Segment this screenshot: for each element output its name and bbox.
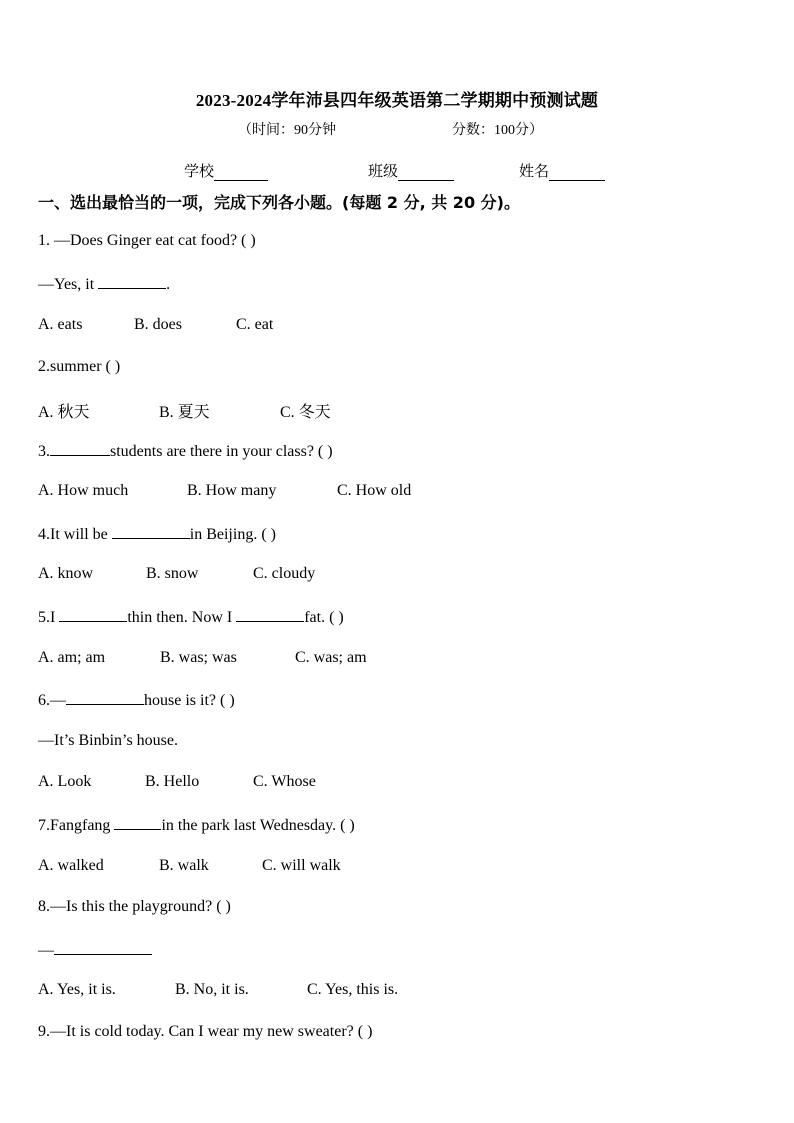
option-c[interactable]: C. eat [236, 316, 274, 333]
question-text-end: fat. ( ) [304, 609, 344, 626]
question-5-prompt [38, 607, 344, 627]
option-b[interactable]: B. How many [187, 482, 277, 499]
answer-blank [54, 940, 152, 955]
question-6-answer: —It’s Binbin’s house. [38, 732, 179, 749]
total-score: 分数：100分） [452, 123, 543, 138]
question-text-mid: thin then. Now I [127, 609, 237, 626]
question-4-options [38, 565, 315, 583]
option-c[interactable]: C. cloudy [253, 565, 316, 582]
question-7-prompt [38, 815, 355, 835]
question-8-answer [38, 940, 152, 960]
name-label: 姓名 [519, 164, 550, 180]
option-a[interactable]: A. walked [38, 857, 104, 874]
option-c[interactable]: C. will walk [262, 857, 341, 874]
question-1-prompt: 1. —Does Ginger eat cat food? ( ) [38, 232, 256, 249]
question-8-prompt: 8.—Is this the playground? ( ) [38, 898, 231, 915]
answer-blank-2 [236, 607, 304, 622]
question-6-options [38, 773, 316, 791]
answer-blank [112, 524, 190, 539]
option-b[interactable]: B. 夏天 [159, 404, 210, 421]
question-text-end: in the park last Wednesday. ( ) [161, 817, 355, 834]
time-limit: （时间：90分钟 [238, 123, 336, 138]
question-1-options [38, 316, 273, 334]
section-heading: 一、选出最恰当的一项，完成下列各小题。(每题 2 分, 共 20 分)。 [38, 193, 520, 212]
name-blank[interactable] [549, 164, 605, 181]
option-b[interactable]: B. walk [159, 857, 209, 874]
option-a[interactable]: A. How much [38, 482, 129, 499]
option-c[interactable]: C. How old [337, 482, 412, 499]
option-b[interactable]: B. does [134, 316, 182, 333]
name-field [519, 160, 605, 181]
question-text-end: in Beijing. ( ) [189, 526, 276, 543]
option-a[interactable]: A. Look [38, 773, 92, 790]
option-c[interactable]: C. Whose [253, 773, 316, 790]
question-text: 4.It will be [38, 526, 112, 543]
option-b[interactable]: B. Hello [145, 773, 200, 790]
question-1-answer [38, 274, 170, 294]
exam-title: 2023-2024学年沛县四年级英语第二学期期中预测试题 [195, 91, 599, 110]
option-b[interactable]: B. was; was [160, 649, 237, 666]
question-4-prompt [38, 524, 276, 544]
question-9-prompt: 9.—It is cold today. Can I wear my new sweater? ( ) [38, 1023, 373, 1040]
question-8-options [38, 981, 398, 999]
class-blank[interactable] [398, 164, 454, 181]
option-c[interactable]: C. 冬天 [280, 404, 331, 421]
student-info-fields [0, 160, 794, 180]
question-3-prompt [38, 441, 333, 461]
class-field [368, 160, 454, 181]
class-label: 班级 [368, 164, 399, 180]
option-c[interactable]: C. Yes, this is. [307, 981, 399, 998]
option-a[interactable]: A. Yes, it is. [38, 981, 116, 998]
exam-info [0, 119, 794, 139]
question-text: 5.I [38, 609, 60, 626]
option-a[interactable]: A. know [38, 565, 94, 582]
answer-text-end: . [166, 276, 171, 293]
answer-blank-1 [59, 607, 127, 622]
question-text: 6.— [38, 692, 66, 709]
answer-blank [114, 815, 161, 830]
question-number: 3. [38, 443, 50, 460]
option-a[interactable]: A. 秋天 [38, 404, 90, 421]
school-label: 学校 [184, 164, 215, 180]
answer-blank [66, 690, 144, 705]
question-text-end: house is it? ( ) [144, 692, 235, 709]
question-3-options [38, 482, 411, 500]
school-field [184, 160, 268, 181]
question-7-options [38, 857, 341, 875]
question-5-options [38, 649, 367, 667]
option-b[interactable]: B. snow [146, 565, 199, 582]
answer-blank [50, 441, 110, 456]
school-blank[interactable] [214, 164, 268, 181]
question-text: students are there in your class? ( ) [110, 443, 333, 460]
question-2-prompt: 2.summer ( ) [38, 358, 121, 375]
option-a[interactable]: A. eats [38, 316, 83, 333]
answer-blank [98, 274, 166, 289]
question-text: 7.Fangfang [38, 817, 115, 834]
answer-dash: — [38, 942, 54, 959]
answer-text: —Yes, it [38, 276, 99, 293]
option-b[interactable]: B. No, it is. [175, 981, 249, 998]
option-a[interactable]: A. am; am [38, 649, 106, 666]
question-6-prompt [38, 690, 235, 710]
question-2-options [38, 399, 331, 422]
option-c[interactable]: C. was; am [295, 649, 367, 666]
